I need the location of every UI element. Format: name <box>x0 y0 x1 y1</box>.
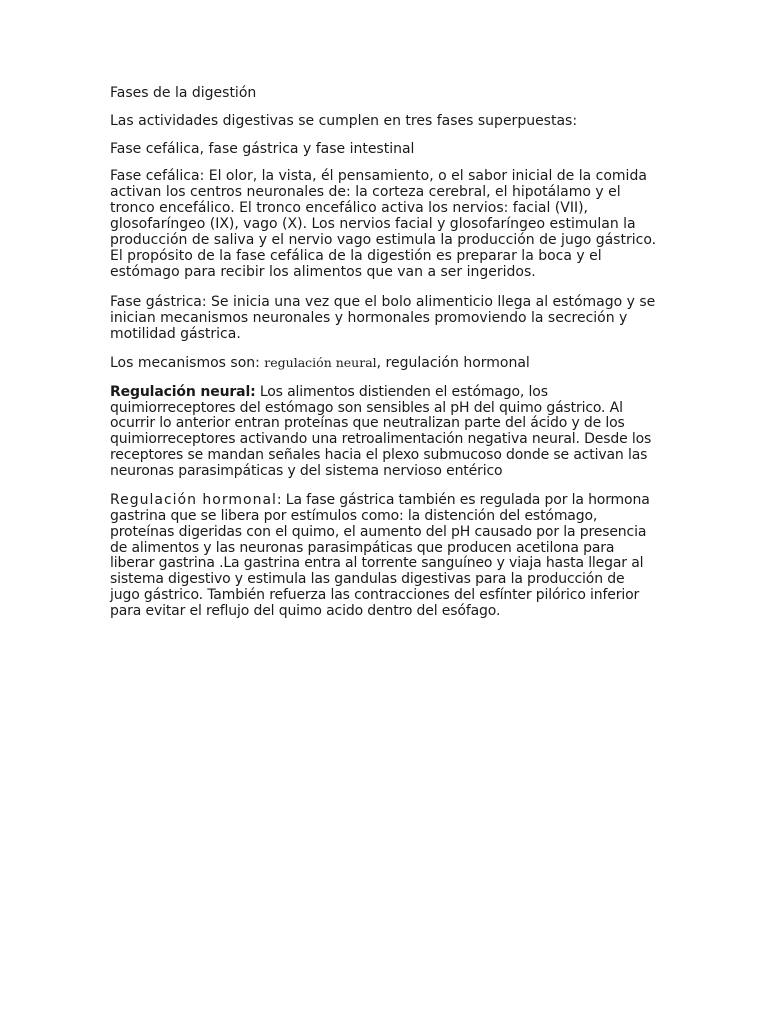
intro-paragraph: Las actividades digestivas se cumplen en tres fases superpuestas: <box>110 113 578 129</box>
mecanismos-paragraph <box>110 355 658 371</box>
document-title: Fases de la digestión <box>110 85 257 101</box>
mecanismos-prefix: Los mecanismos son: <box>110 355 265 371</box>
hormonal-heading: Regulación hormonal <box>110 492 277 509</box>
hormonal-paragraph <box>110 493 658 619</box>
hormonal-body: : La fase gástrica también es regulada por la hormona gastrina que se libera por estímulos como: la distención del estómago, proteínas digeridas con el quimo, el aumento del pH causado por la presencia de alimentos y las neuronas parasimpáticas que producen acetilona para liberar gastrina .La gastrina entra al torrente sanguíneo y viaja hasta llegar al sistema digestivo y estimula las gandulas digestivas para la producción de jugo gástrico. También refuerza las contracciones del esfínter pilórico inferior para evitar el reflujo del quimo acido dentro del esófago. <box>110 492 650 619</box>
phases-paragraph: Fase cefálica, fase gástrica y fase intestinal <box>110 141 415 157</box>
neural-heading: Regulación neural: <box>110 384 256 400</box>
document-page <box>110 84 658 620</box>
cefalica-paragraph: Fase cefálica: El olor, la vista, él pensamiento, o el sabor inicial de la comida activan los centros neuronales de: la corteza cerebral, el hipotálamo y el tronco encefálico. El tronco encefálico activa los nervios: facial (VII), glosofaríngeo (IX), vago (X). Los nervios facial y glosofaríngeo estimulan la producción de saliva y el nervio vago estimula la producción de jugo gástrico. El propósito de la fase cefálica de la digestión es preparar la boca y el estómago para recibir los alimentos que van a ser ingeridos. <box>110 168 657 280</box>
mecanismos-neural: regulación neural <box>264 355 377 370</box>
neural-body: Los alimentos distienden el estómago, los quimiorreceptores del estómago son sensibles al pH del quimo gástrico. Al ocurrir lo anterior entran proteínas que neutralizan parte del ácido y de los quimiorreceptores activando una retroalimentación negativa neural. Desde los receptores se mandan señales hacia el plexo submucoso donde se activan las neuronas parasimpáticas y del sistema nervioso entérico <box>110 384 652 479</box>
mecanismos-rest: , regulación hormonal <box>376 355 530 371</box>
gastrica-paragraph: Fase gástrica: Se inicia una vez que el bolo alimenticio llega al estómago y se inician mecanismos neuronales y hormonales promoviendo la secreción y motilidad gástrica. <box>110 294 656 342</box>
neural-paragraph <box>110 385 658 479</box>
